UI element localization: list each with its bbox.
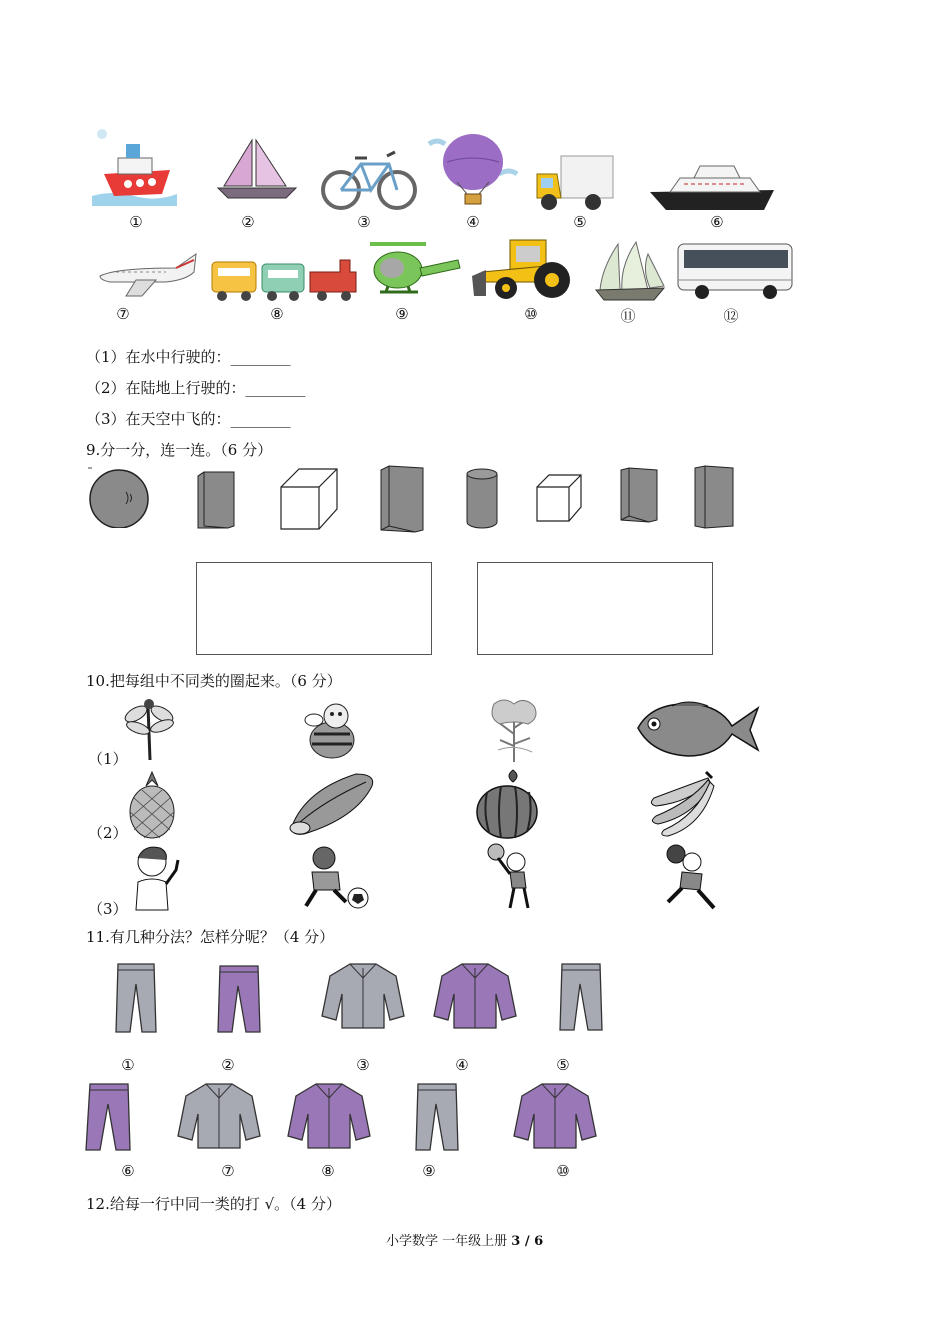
cuboid-shape-2 <box>379 464 425 534</box>
child-running-icon[interactable] <box>660 842 720 912</box>
vehicle-label-2: ② <box>241 213 255 231</box>
truck-icon <box>533 154 615 214</box>
clothes-label-7: ⑦ <box>221 1162 235 1180</box>
vehicle-label-6: ⑥ <box>710 213 724 231</box>
child-ball-icon[interactable] <box>484 842 542 914</box>
vehicle-question-sky: （3）在天空中飞的：________ <box>86 410 291 428</box>
bicycle-icon <box>321 150 418 212</box>
footer-page: 3 <box>511 1234 521 1249</box>
clothes-label-10: ⑩ <box>556 1162 570 1180</box>
vehicle-label-10: ⑩ <box>524 305 538 323</box>
q10-title: 10.把每组中不同类的圈起来。（6 分） <box>86 672 342 690</box>
vehicle-label-3: ③ <box>357 213 371 231</box>
bee-icon[interactable] <box>300 700 364 764</box>
purple-jacket-icon-3[interactable] <box>512 1082 598 1150</box>
airplane-icon <box>96 246 200 300</box>
vehicle-label-5: ⑤ <box>573 213 587 231</box>
clothes-label-3: ③ <box>356 1056 370 1074</box>
tractor-icon <box>472 236 572 300</box>
cruise-ship-icon <box>650 162 774 212</box>
sailboat-icon <box>216 136 298 202</box>
gray-pants-icon-3[interactable] <box>414 1082 460 1152</box>
cube-shape-2 <box>535 473 583 523</box>
sailing-ship-icon <box>592 240 668 302</box>
clothes-label-6: ⑥ <box>121 1162 135 1180</box>
vehicle-question-land: （2）在陆地上行驶的：________ <box>86 379 306 397</box>
q10-row-label-3: （3） <box>88 900 128 918</box>
clothes-label-1: ① <box>121 1056 135 1074</box>
gray-jacket-icon-2[interactable] <box>176 1082 262 1150</box>
vehicle-label-4: ④ <box>466 213 480 231</box>
sort-box-2[interactable] <box>477 562 713 655</box>
page-footer <box>386 1230 543 1249</box>
bus-icon <box>676 242 796 300</box>
gray-jacket-icon-1[interactable] <box>320 962 406 1030</box>
clothes-label-4: ④ <box>455 1056 469 1074</box>
footer-subject: 小学数学 一年级上册 <box>386 1234 512 1249</box>
helicopter-icon <box>366 238 464 300</box>
clothes-label-8: ⑧ <box>321 1162 335 1180</box>
purple-pants-icon-1[interactable] <box>216 964 262 1034</box>
q10-row-label-1: （1） <box>88 750 128 768</box>
sort-box-1[interactable] <box>196 562 432 655</box>
q11-title: 11.有几种分法？怎样分呢？（4 分） <box>86 928 335 946</box>
child-pointing-icon[interactable] <box>130 842 186 912</box>
gray-pants-icon-1[interactable] <box>114 962 158 1034</box>
watermelon-icon[interactable] <box>473 768 543 840</box>
child-football-icon[interactable] <box>298 844 372 914</box>
plant-icon[interactable] <box>484 694 544 764</box>
vehicle-label-12: ⑫ <box>723 307 739 325</box>
purple-pants-icon-2[interactable] <box>84 1082 132 1152</box>
cuboid-shape-3 <box>619 466 659 524</box>
purple-jacket-icon-1[interactable] <box>432 962 518 1030</box>
ship-icon <box>92 128 177 206</box>
purple-jacket-icon-2[interactable] <box>286 1082 372 1150</box>
q12-title: 12.给每一行中同一类的打 √。（4 分） <box>86 1195 341 1213</box>
clothes-label-9: ⑨ <box>422 1162 436 1180</box>
clothes-label-5: ⑤ <box>556 1056 570 1074</box>
vehicle-question-water: （1）在水中行驶的：________ <box>86 348 291 366</box>
banana-icon[interactable] <box>646 768 716 838</box>
footer-total: 6 <box>534 1234 544 1249</box>
cube-shape-1 <box>279 467 339 531</box>
vehicle-label-11: ⑪ <box>620 307 636 325</box>
cylinder-shape <box>465 468 499 530</box>
gray-pants-icon-2[interactable] <box>558 962 604 1032</box>
fish-icon[interactable] <box>632 698 762 760</box>
cuboid-shape-4 <box>693 464 735 530</box>
sphere-shape <box>86 466 152 528</box>
footer-separator: / <box>520 1234 535 1249</box>
pineapple-icon[interactable] <box>124 768 180 840</box>
vehicle-label-8: ⑧ <box>270 305 284 323</box>
corn-icon[interactable] <box>286 770 378 836</box>
vehicle-label-1: ① <box>129 213 143 231</box>
train-icon <box>208 254 360 302</box>
clothes-label-2: ② <box>221 1056 235 1074</box>
cuboid-shape-1 <box>196 470 236 530</box>
vehicle-label-9: ⑨ <box>395 305 409 323</box>
hot-air-balloon-icon <box>427 132 519 210</box>
dragonfly-icon[interactable] <box>122 696 176 764</box>
vehicle-label-7: ⑦ <box>116 305 130 323</box>
q9-title: 9.分一分，连一连。（6 分） <box>86 441 273 459</box>
q10-row-label-2: （2） <box>88 824 128 842</box>
